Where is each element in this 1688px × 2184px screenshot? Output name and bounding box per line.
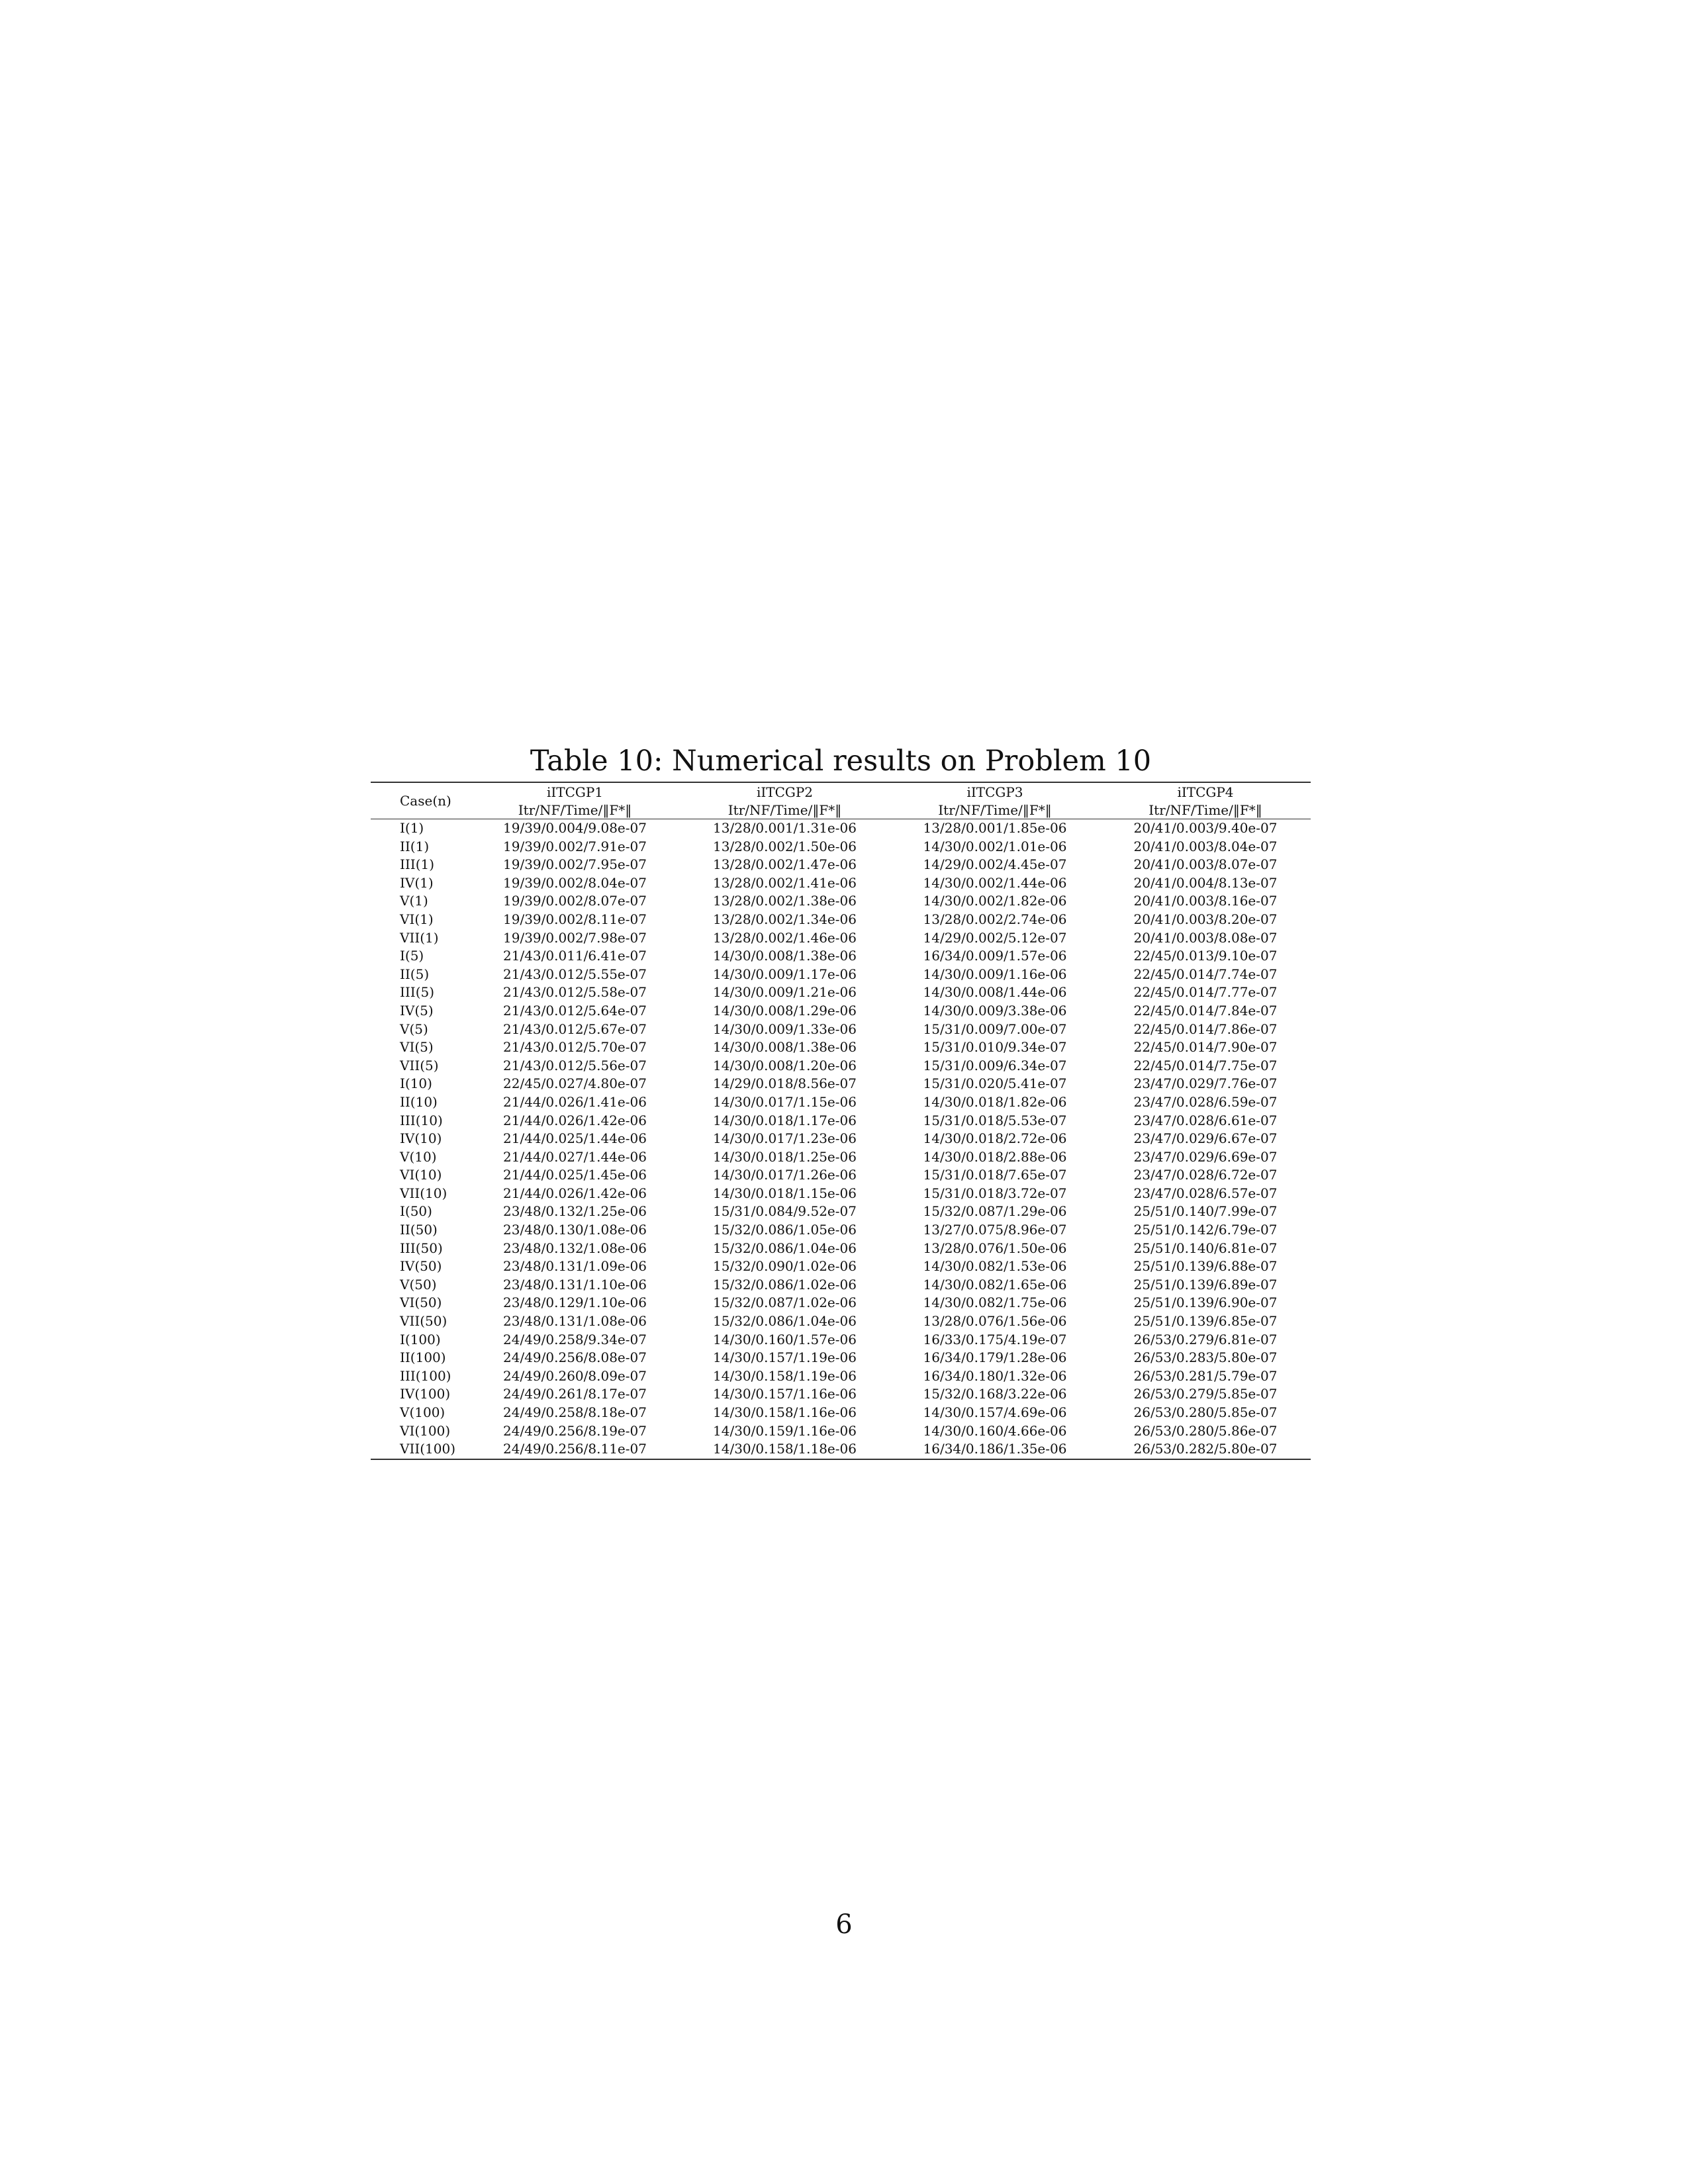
result-cell: 26/53/0.279/5.85e-07 bbox=[1133, 1386, 1278, 1402]
table-row bbox=[371, 1130, 1311, 1148]
case-column-header: Case(n) bbox=[400, 793, 451, 809]
case-cell: V(10) bbox=[400, 1148, 437, 1165]
table-header bbox=[371, 782, 1311, 819]
result-cell: 19/39/0.002/7.98e-07 bbox=[503, 929, 647, 946]
table-row bbox=[371, 1221, 1311, 1240]
case-cell: VI(10) bbox=[400, 1167, 442, 1183]
table-row bbox=[371, 1367, 1311, 1386]
result-cell: 21/43/0.011/6.41e-07 bbox=[503, 948, 647, 964]
table-row bbox=[371, 1404, 1311, 1422]
table-row bbox=[371, 1021, 1311, 1039]
method-header-4: iITCGP4 bbox=[1177, 784, 1234, 800]
result-cell: 15/31/0.084/9.52e-07 bbox=[713, 1203, 857, 1220]
result-cell: 23/47/0.029/6.67e-07 bbox=[1133, 1130, 1278, 1147]
results-table bbox=[371, 782, 1311, 1460]
result-cell: 14/30/0.008/1.38e-06 bbox=[713, 1039, 857, 1056]
case-cell: IV(1) bbox=[400, 874, 434, 891]
result-cell: 25/51/0.142/6.79e-07 bbox=[1133, 1222, 1278, 1238]
result-cell: 21/44/0.027/1.44e-06 bbox=[503, 1148, 647, 1165]
result-cell: 13/27/0.075/8.96e-07 bbox=[923, 1222, 1067, 1238]
table-row bbox=[371, 874, 1311, 893]
metric-subheader-2: Itr/NF/Time/‖F*‖ bbox=[727, 801, 842, 818]
case-cell: V(5) bbox=[400, 1021, 428, 1037]
result-cell: 24/49/0.260/8.09e-07 bbox=[503, 1367, 647, 1384]
case-cell: I(5) bbox=[400, 948, 424, 964]
method-header-2: iITCGP2 bbox=[756, 784, 814, 800]
result-cell: 20/41/0.004/8.13e-07 bbox=[1133, 874, 1278, 891]
result-cell: 14/30/0.157/1.16e-06 bbox=[713, 1386, 857, 1402]
result-cell: 22/45/0.013/9.10e-07 bbox=[1133, 948, 1278, 964]
result-cell: 22/45/0.014/7.84e-07 bbox=[1133, 1002, 1278, 1019]
result-cell: 14/30/0.082/1.65e-06 bbox=[923, 1276, 1067, 1293]
result-cell: 21/43/0.012/5.55e-07 bbox=[503, 966, 647, 982]
result-cell: 14/30/0.158/1.16e-06 bbox=[713, 1404, 857, 1420]
table-row bbox=[371, 1440, 1311, 1459]
result-cell: 19/39/0.004/9.08e-07 bbox=[503, 820, 647, 836]
result-cell: 23/48/0.131/1.10e-06 bbox=[503, 1276, 647, 1293]
result-cell: 14/30/0.157/1.19e-06 bbox=[713, 1349, 857, 1366]
case-cell: VI(50) bbox=[400, 1295, 442, 1311]
case-cell: I(100) bbox=[400, 1331, 441, 1347]
result-cell: 23/48/0.132/1.25e-06 bbox=[503, 1203, 647, 1220]
table-row bbox=[371, 1422, 1311, 1441]
result-cell: 14/30/0.008/1.44e-06 bbox=[923, 984, 1067, 1001]
table-row bbox=[371, 1331, 1311, 1349]
result-cell: 13/28/0.002/1.46e-06 bbox=[713, 929, 857, 946]
result-cell: 19/39/0.002/8.11e-07 bbox=[503, 911, 647, 927]
result-cell: 14/30/0.009/1.17e-06 bbox=[713, 966, 857, 982]
table-row bbox=[371, 1349, 1311, 1367]
result-cell: 26/53/0.282/5.80e-07 bbox=[1133, 1441, 1278, 1457]
result-cell: 22/45/0.014/7.90e-07 bbox=[1133, 1039, 1278, 1056]
result-cell: 25/51/0.139/6.88e-07 bbox=[1133, 1258, 1278, 1275]
result-cell: 21/44/0.026/1.42e-06 bbox=[503, 1185, 647, 1201]
case-cell: IV(5) bbox=[400, 1002, 434, 1019]
result-cell: 15/31/0.020/5.41e-07 bbox=[923, 1075, 1067, 1092]
result-cell: 22/45/0.014/7.75e-07 bbox=[1133, 1057, 1278, 1073]
table-row bbox=[371, 838, 1311, 856]
result-cell: 20/41/0.003/8.04e-07 bbox=[1133, 838, 1278, 854]
table-row bbox=[371, 1038, 1311, 1057]
result-cell: 14/30/0.018/1.17e-06 bbox=[713, 1112, 857, 1128]
result-cell: 14/29/0.002/5.12e-07 bbox=[923, 929, 1067, 946]
table-row bbox=[371, 1257, 1311, 1276]
case-cell: IV(100) bbox=[400, 1386, 451, 1402]
result-cell: 24/49/0.256/8.11e-07 bbox=[503, 1441, 647, 1457]
table-row bbox=[371, 1057, 1311, 1075]
result-cell: 23/47/0.028/6.61e-07 bbox=[1133, 1112, 1278, 1128]
result-cell: 26/53/0.280/5.86e-07 bbox=[1133, 1422, 1278, 1439]
result-cell: 25/51/0.140/7.99e-07 bbox=[1133, 1203, 1278, 1220]
result-cell: 14/30/0.018/1.82e-06 bbox=[923, 1093, 1067, 1110]
result-cell: 23/48/0.129/1.10e-06 bbox=[503, 1295, 647, 1311]
result-cell: 26/53/0.279/6.81e-07 bbox=[1133, 1331, 1278, 1347]
case-cell: V(50) bbox=[400, 1276, 437, 1293]
result-cell: 21/44/0.026/1.41e-06 bbox=[503, 1093, 647, 1110]
result-cell: 25/51/0.139/6.89e-07 bbox=[1133, 1276, 1278, 1293]
result-cell: 23/47/0.028/6.59e-07 bbox=[1133, 1093, 1278, 1110]
method-header-1: iITCGP1 bbox=[546, 784, 604, 800]
table-row bbox=[371, 929, 1311, 948]
result-cell: 24/49/0.258/8.18e-07 bbox=[503, 1404, 647, 1420]
table-row bbox=[371, 1075, 1311, 1093]
result-cell: 14/30/0.008/1.20e-06 bbox=[713, 1057, 857, 1073]
case-cell: IV(50) bbox=[400, 1258, 442, 1275]
result-cell: 14/30/0.009/1.16e-06 bbox=[923, 966, 1067, 982]
result-cell: 13/28/0.076/1.56e-06 bbox=[923, 1313, 1067, 1330]
result-cell: 14/30/0.160/1.57e-06 bbox=[713, 1331, 857, 1347]
result-cell: 13/28/0.002/2.74e-06 bbox=[923, 911, 1067, 927]
result-cell: 26/53/0.281/5.79e-07 bbox=[1133, 1367, 1278, 1384]
case-cell: I(10) bbox=[400, 1075, 432, 1092]
table-row bbox=[371, 1002, 1311, 1021]
result-cell: 20/41/0.003/8.07e-07 bbox=[1133, 856, 1278, 873]
table-row bbox=[371, 1148, 1311, 1167]
method-header-3: iITCGP3 bbox=[966, 784, 1023, 800]
table-row bbox=[371, 856, 1311, 874]
result-cell: 21/43/0.012/5.58e-07 bbox=[503, 984, 647, 1001]
result-cell: 15/32/0.086/1.04e-06 bbox=[713, 1313, 857, 1330]
result-cell: 13/28/0.002/1.47e-06 bbox=[713, 856, 857, 873]
result-cell: 15/31/0.018/5.53e-07 bbox=[923, 1112, 1067, 1128]
case-cell: I(50) bbox=[400, 1203, 432, 1220]
result-cell: 14/30/0.158/1.18e-06 bbox=[713, 1441, 857, 1457]
result-cell: 14/30/0.017/1.26e-06 bbox=[713, 1167, 857, 1183]
case-cell: V(1) bbox=[400, 893, 428, 909]
result-cell: 13/28/0.002/1.34e-06 bbox=[713, 911, 857, 927]
result-cell: 13/28/0.002/1.38e-06 bbox=[713, 893, 857, 909]
result-cell: 23/47/0.029/6.69e-07 bbox=[1133, 1148, 1278, 1165]
result-cell: 20/41/0.003/8.08e-07 bbox=[1133, 929, 1278, 946]
result-cell: 15/32/0.168/3.22e-06 bbox=[923, 1386, 1067, 1402]
table-row bbox=[371, 1093, 1311, 1112]
result-cell: 14/29/0.018/8.56e-07 bbox=[713, 1075, 857, 1092]
result-cell: 14/30/0.002/1.44e-06 bbox=[923, 874, 1067, 891]
result-cell: 14/30/0.009/1.33e-06 bbox=[713, 1021, 857, 1037]
result-cell: 22/45/0.027/4.80e-07 bbox=[503, 1075, 647, 1092]
result-cell: 24/49/0.258/9.34e-07 bbox=[503, 1331, 647, 1347]
case-cell: II(1) bbox=[400, 838, 430, 854]
result-cell: 22/45/0.014/7.74e-07 bbox=[1133, 966, 1278, 982]
result-cell: 21/43/0.012/5.70e-07 bbox=[503, 1039, 647, 1056]
table-row bbox=[371, 1312, 1311, 1331]
case-cell: V(100) bbox=[400, 1404, 445, 1420]
result-cell: 15/31/0.018/7.65e-07 bbox=[923, 1167, 1067, 1183]
result-cell: 14/30/0.159/1.16e-06 bbox=[713, 1422, 857, 1439]
metric-subheader-1: Itr/NF/Time/‖F*‖ bbox=[518, 801, 632, 818]
case-cell: III(50) bbox=[400, 1240, 443, 1256]
page-number: 6 bbox=[835, 1909, 853, 1940]
case-cell: II(50) bbox=[400, 1222, 438, 1238]
case-cell: VI(5) bbox=[400, 1039, 434, 1056]
result-cell: 25/51/0.139/6.90e-07 bbox=[1133, 1295, 1278, 1311]
table-body bbox=[371, 819, 1311, 1459]
metric-subheader-3: Itr/NF/Time/‖F*‖ bbox=[938, 801, 1052, 818]
result-cell: 14/30/0.017/1.15e-06 bbox=[713, 1093, 857, 1110]
result-cell: 26/53/0.283/5.80e-07 bbox=[1133, 1349, 1278, 1366]
result-cell: 22/45/0.014/7.77e-07 bbox=[1133, 984, 1278, 1001]
result-cell: 15/32/0.087/1.02e-06 bbox=[713, 1295, 857, 1311]
case-cell: VII(10) bbox=[400, 1185, 447, 1201]
result-cell: 21/44/0.026/1.42e-06 bbox=[503, 1112, 647, 1128]
case-cell: II(100) bbox=[400, 1349, 446, 1366]
result-cell: 26/53/0.280/5.85e-07 bbox=[1133, 1404, 1278, 1420]
result-cell: 20/41/0.003/8.20e-07 bbox=[1133, 911, 1278, 927]
metric-subheader-4: Itr/NF/Time/‖F*‖ bbox=[1149, 801, 1262, 818]
case-cell: VII(100) bbox=[400, 1441, 456, 1457]
table-row bbox=[371, 1185, 1311, 1203]
result-cell: 15/31/0.009/6.34e-07 bbox=[923, 1057, 1067, 1073]
result-cell: 14/30/0.002/1.01e-06 bbox=[923, 838, 1067, 854]
result-cell: 14/30/0.002/1.82e-06 bbox=[923, 893, 1067, 909]
result-cell: 19/39/0.002/8.07e-07 bbox=[503, 893, 647, 909]
case-cell: II(10) bbox=[400, 1093, 438, 1110]
result-cell: 23/47/0.028/6.57e-07 bbox=[1133, 1185, 1278, 1201]
result-cell: 14/30/0.018/2.72e-06 bbox=[923, 1130, 1067, 1147]
result-cell: 24/49/0.256/8.08e-07 bbox=[503, 1349, 647, 1366]
result-cell: 21/43/0.012/5.67e-07 bbox=[503, 1021, 647, 1037]
result-cell: 16/34/0.180/1.32e-06 bbox=[923, 1367, 1067, 1384]
header-row-methods bbox=[371, 782, 1311, 801]
table-row bbox=[371, 1294, 1311, 1312]
result-cell: 19/39/0.002/8.04e-07 bbox=[503, 874, 647, 891]
result-cell: 16/34/0.186/1.35e-06 bbox=[923, 1441, 1067, 1457]
result-cell: 21/43/0.012/5.56e-07 bbox=[503, 1057, 647, 1073]
result-cell: 24/49/0.261/8.17e-07 bbox=[503, 1386, 647, 1402]
result-cell: 21/44/0.025/1.44e-06 bbox=[503, 1130, 647, 1147]
case-cell: II(5) bbox=[400, 966, 430, 982]
case-cell: III(5) bbox=[400, 984, 435, 1001]
result-cell: 23/48/0.132/1.08e-06 bbox=[503, 1240, 647, 1256]
table-row bbox=[371, 1112, 1311, 1130]
header-row-metrics bbox=[371, 801, 1311, 819]
table-row bbox=[371, 1203, 1311, 1221]
result-cell: 13/28/0.002/1.50e-06 bbox=[713, 838, 857, 854]
result-cell: 15/32/0.087/1.29e-06 bbox=[923, 1203, 1067, 1220]
table-caption: Table 10: Numerical results on Problem 10 bbox=[530, 745, 1152, 778]
result-cell: 23/47/0.028/6.72e-07 bbox=[1133, 1167, 1278, 1183]
result-cell: 15/32/0.086/1.02e-06 bbox=[713, 1276, 857, 1293]
result-cell: 14/30/0.017/1.23e-06 bbox=[713, 1130, 857, 1147]
result-cell: 20/41/0.003/9.40e-07 bbox=[1133, 820, 1278, 836]
table-row bbox=[371, 983, 1311, 1002]
result-cell: 15/32/0.086/1.05e-06 bbox=[713, 1222, 857, 1238]
result-cell: 25/51/0.140/6.81e-07 bbox=[1133, 1240, 1278, 1256]
result-cell: 22/45/0.014/7.86e-07 bbox=[1133, 1021, 1278, 1037]
result-cell: 13/28/0.001/1.85e-06 bbox=[923, 820, 1067, 836]
case-cell: VII(1) bbox=[400, 929, 439, 946]
result-cell: 23/47/0.029/7.76e-07 bbox=[1133, 1075, 1278, 1092]
table-row bbox=[371, 1166, 1311, 1185]
table-row bbox=[371, 947, 1311, 966]
result-cell: 14/30/0.008/1.38e-06 bbox=[713, 948, 857, 964]
case-cell: IV(10) bbox=[400, 1130, 442, 1147]
case-cell: VII(5) bbox=[400, 1057, 439, 1073]
case-cell: I(1) bbox=[400, 820, 424, 836]
result-cell: 24/49/0.256/8.19e-07 bbox=[503, 1422, 647, 1439]
result-cell: 14/30/0.008/1.29e-06 bbox=[713, 1002, 857, 1019]
result-cell: 15/31/0.018/3.72e-07 bbox=[923, 1185, 1067, 1201]
result-cell: 14/30/0.009/1.21e-06 bbox=[713, 984, 857, 1001]
case-cell: VI(1) bbox=[400, 911, 434, 927]
result-cell: 14/30/0.018/1.25e-06 bbox=[713, 1148, 857, 1165]
result-cell: 15/32/0.086/1.04e-06 bbox=[713, 1240, 857, 1256]
result-cell: 21/44/0.025/1.45e-06 bbox=[503, 1167, 647, 1183]
result-cell: 14/30/0.009/3.38e-06 bbox=[923, 1002, 1067, 1019]
result-cell: 15/31/0.009/7.00e-07 bbox=[923, 1021, 1067, 1037]
result-cell: 16/33/0.175/4.19e-07 bbox=[923, 1331, 1067, 1347]
result-cell: 23/48/0.131/1.08e-06 bbox=[503, 1313, 647, 1330]
result-cell: 16/34/0.009/1.57e-06 bbox=[923, 948, 1067, 964]
result-cell: 14/30/0.158/1.19e-06 bbox=[713, 1367, 857, 1384]
table-row bbox=[371, 1385, 1311, 1404]
result-cell: 14/30/0.082/1.75e-06 bbox=[923, 1295, 1067, 1311]
result-cell: 14/29/0.002/4.45e-07 bbox=[923, 856, 1067, 873]
result-cell: 20/41/0.003/8.16e-07 bbox=[1133, 893, 1278, 909]
case-cell: III(10) bbox=[400, 1112, 443, 1128]
result-cell: 14/30/0.157/4.69e-06 bbox=[923, 1404, 1067, 1420]
result-cell: 13/28/0.076/1.50e-06 bbox=[923, 1240, 1067, 1256]
result-cell: 23/48/0.131/1.09e-06 bbox=[503, 1258, 647, 1275]
result-cell: 19/39/0.002/7.91e-07 bbox=[503, 838, 647, 854]
table-row bbox=[371, 911, 1311, 929]
result-cell: 16/34/0.179/1.28e-06 bbox=[923, 1349, 1067, 1366]
table-row bbox=[371, 892, 1311, 911]
case-cell: III(1) bbox=[400, 856, 435, 873]
result-cell: 14/30/0.018/2.88e-06 bbox=[923, 1148, 1067, 1165]
result-cell: 13/28/0.002/1.41e-06 bbox=[713, 874, 857, 891]
table-row bbox=[371, 819, 1311, 838]
result-cell: 21/43/0.012/5.64e-07 bbox=[503, 1002, 647, 1019]
result-cell: 15/31/0.010/9.34e-07 bbox=[923, 1039, 1067, 1056]
table-row bbox=[371, 1276, 1311, 1295]
case-cell: VII(50) bbox=[400, 1313, 447, 1330]
result-cell: 13/28/0.001/1.31e-06 bbox=[713, 820, 857, 836]
result-cell: 14/30/0.018/1.15e-06 bbox=[713, 1185, 857, 1201]
case-cell: VI(100) bbox=[400, 1422, 451, 1439]
result-cell: 15/32/0.090/1.02e-06 bbox=[713, 1258, 857, 1275]
result-cell: 14/30/0.160/4.66e-06 bbox=[923, 1422, 1067, 1439]
result-cell: 19/39/0.002/7.95e-07 bbox=[503, 856, 647, 873]
table-row bbox=[371, 1240, 1311, 1258]
case-cell: III(100) bbox=[400, 1367, 451, 1384]
result-cell: 23/48/0.130/1.08e-06 bbox=[503, 1222, 647, 1238]
result-cell: 25/51/0.139/6.85e-07 bbox=[1133, 1313, 1278, 1330]
table-row bbox=[371, 966, 1311, 984]
result-cell: 14/30/0.082/1.53e-06 bbox=[923, 1258, 1067, 1275]
